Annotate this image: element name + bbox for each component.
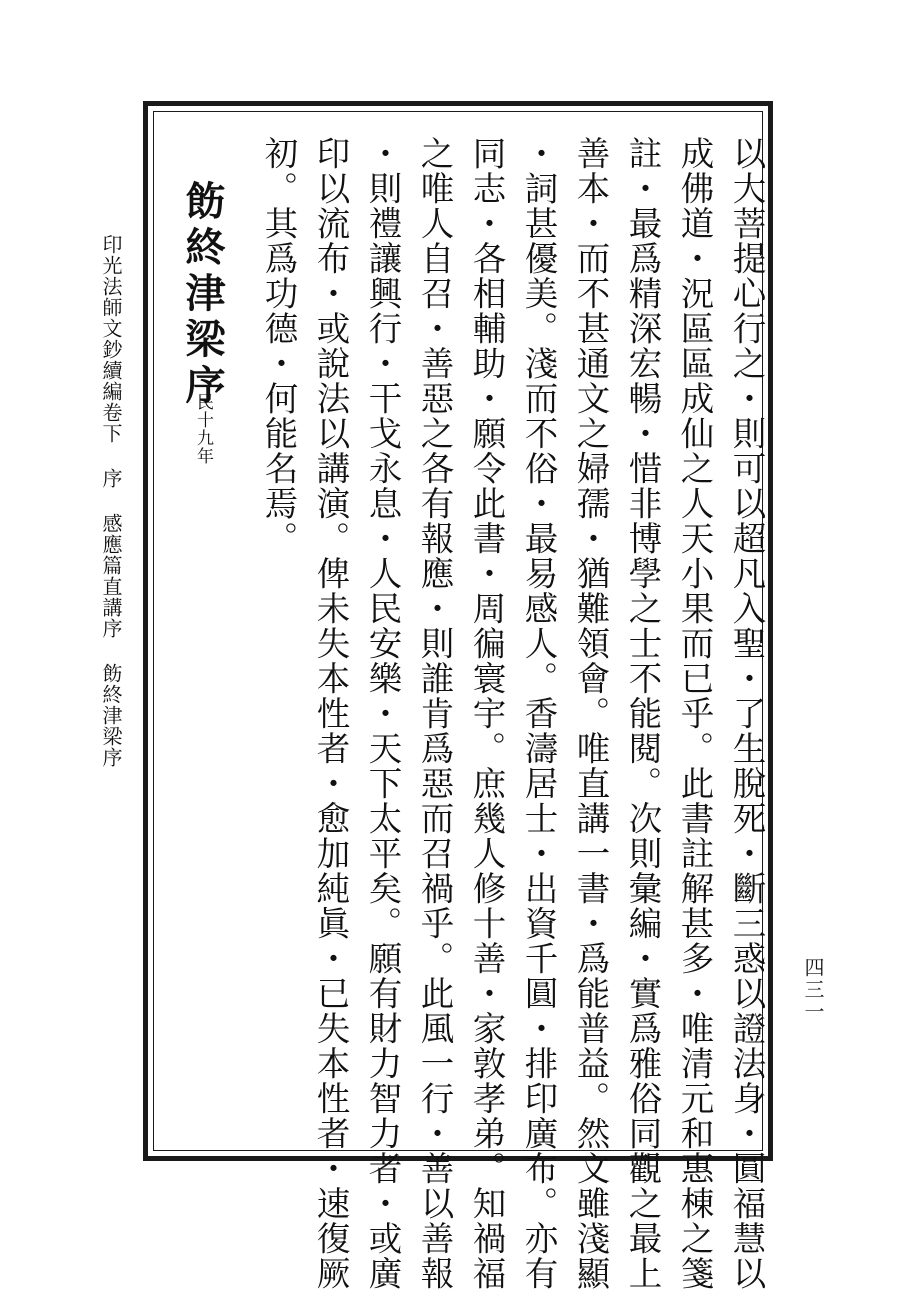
text-column-10: 初。其爲功德・何能名焉。 [259,136,298,556]
text-column-2: 成佛道・況區區成仙之人天小果而已乎。此書註解甚多・唯清元和惠棟之箋 [675,136,714,1291]
text-column-4: 善本・而不甚通文之婦孺・猶難領會。唯直講一書・爲能普益。然文雖淺顯 [571,136,610,1291]
running-head [98,234,124,768]
text-column-7: 之唯人自召・善惡之各有報應・則誰肯爲惡而召禍乎。此風一行・善以善報 [415,136,454,1291]
text-column-3: 註・最爲精深宏暢・惜非博學之士不能閱。次則彙編・實爲雅俗同觀之最上 [623,136,662,1291]
running-head-section: 序 [99,468,123,489]
text-column-8: ・則禮讓興行・干戈永息・人民安樂・天下太平矣。願有財力智力者・或廣 [363,136,402,1291]
text-column-6: 同志・各相輔助・願令此書・周徧寰宇。庶幾人修十善・家敦孝弟。知禍福 [467,136,506,1291]
essay-title: 飭終津梁序 [179,180,226,410]
inner-border-frame [153,111,763,1291]
text-column-9: 印以流布・或說法以講演。俾未失本性者・愈加純眞・已失本性者・速復厥 [311,136,350,1291]
page-number: 四三一 [801,957,825,1023]
essay-date: 民十九年 [193,393,213,465]
running-head-current-entry: 飭終津梁序 [99,663,123,768]
running-head-prev-entry: 感應篇直講序 [99,513,123,639]
text-column-5: ・詞甚優美。淺而不俗・最易感人。香濤居士・出資千圓・排印廣布。亦有 [519,136,558,1291]
text-column-1: 以大菩提心行之・則可以超凡入聖・了生脫死・斷三惑以證法身・圓福慧以 [727,136,766,1291]
running-head-book: 印光法師文鈔續編卷下 [99,234,123,444]
